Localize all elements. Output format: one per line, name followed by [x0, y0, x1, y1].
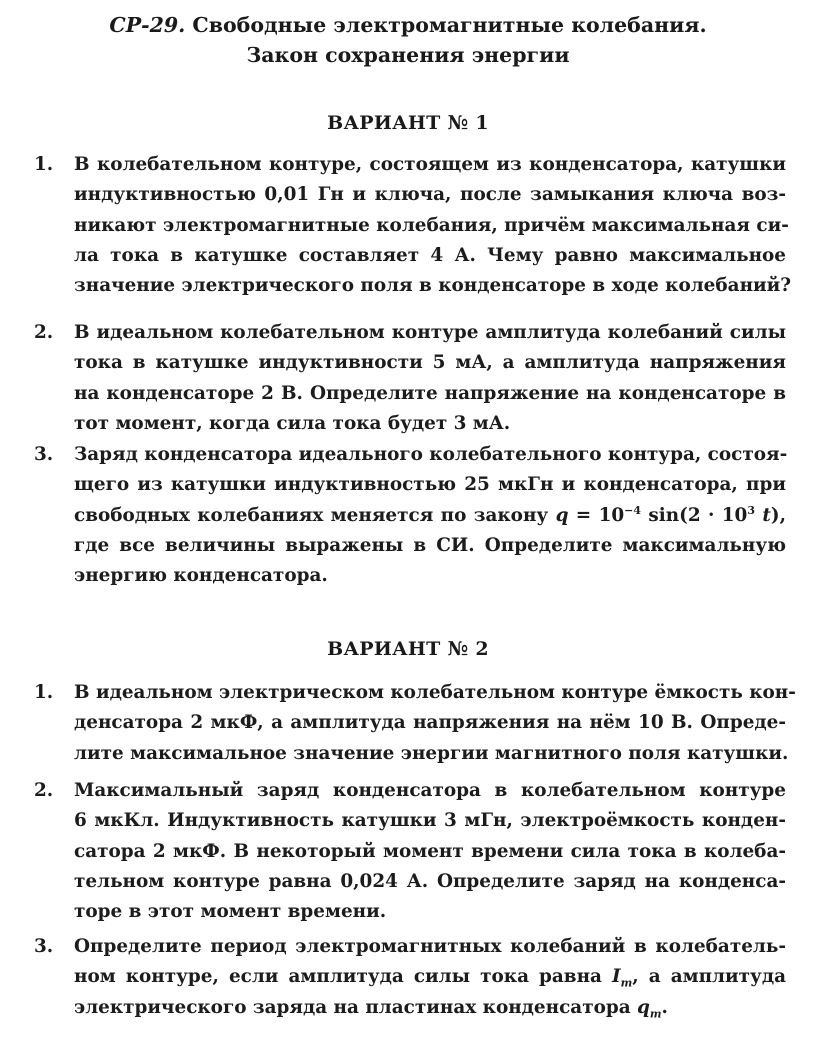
- variant-1-problem-1: [34, 150, 792, 301]
- problem-text: [74, 440, 786, 591]
- problem-line: торе в этот момент времени.: [74, 901, 387, 923]
- problem-text: [74, 150, 792, 301]
- problem-line: никают электромагнитные колебания, причём максимальная си-: [74, 214, 789, 236]
- formula-sin-part: sin(2 · 10: [641, 504, 748, 526]
- problem-line: 6 мкКл. Индуктивность катушки 3 мГн, электроёмкость конден-: [74, 810, 786, 832]
- current-lead-text: ном контуре, если амплитуда силы тока равна: [74, 966, 602, 988]
- problem-line: энергию конденсатора.: [74, 565, 328, 587]
- problem-line: Заряд конденсатора идеального колебательного контура, состоя-: [74, 444, 788, 465]
- problem-line: тока в катушке индуктивности 5 мА, а амплитуда напряжения: [74, 352, 786, 374]
- charge-amplitude-subscript: m: [649, 1007, 662, 1021]
- charge-trail-text: .: [661, 996, 668, 1018]
- problem-line: денсатора 2 мкФ, а амплитуда напряжения на нём 10 В. Опреде-: [74, 712, 786, 734]
- variant-2-heading: ВАРИАНТ № 2: [327, 638, 489, 660]
- formula-close: ),: [770, 504, 786, 526]
- problem-line: лите максимальное значение энергии магнитного поля катушки.: [74, 742, 789, 764]
- formula-equals-ten: = 10: [568, 504, 625, 526]
- formula-lead-text: свободных колебаниях меняется по закону: [74, 504, 549, 526]
- variant-1-problem-2: [34, 318, 786, 439]
- problem-line: Максимальный заряд конденсатора в колебательном контуре: [74, 780, 786, 801]
- problem-line: В идеальном колебательном контуре амплитуда колебаний силы: [74, 322, 786, 343]
- page-title-line-1: [0, 10, 816, 40]
- problem-number: 2.: [34, 780, 54, 801]
- current-amplitude-subscript: m: [620, 976, 633, 990]
- variant-1-heading: ВАРИАНТ № 1: [327, 112, 489, 134]
- current-trail-text: , а амплитуда: [632, 966, 786, 988]
- worksheet-code: СР-29.: [109, 13, 186, 37]
- formula-variable-t: t: [762, 504, 771, 526]
- problem-number: 1.: [34, 682, 54, 703]
- problem-line: индуктивностью 0,01 Гн и ключа, после замыкания ключа воз-: [74, 184, 786, 206]
- problem-line: на конденсаторе 2 В. Определите напряжение на конденсаторе в: [74, 382, 786, 404]
- problem-number: 3.: [34, 936, 54, 957]
- problem-line: В идеальном электрическом колебательном контуре ёмкость кон-: [74, 682, 796, 703]
- problem-line: тельном контуре равна 0,024 А. Определите заряд на конденса-: [74, 870, 786, 892]
- problem-line: Определите период электромагнитных колебаний в колебатель-: [74, 936, 786, 957]
- charge-amplitude-symbol: q: [637, 996, 650, 1018]
- problem-line-with-formula: [74, 993, 786, 1023]
- charge-lead-text: электрического заряда на пластинах конденсатора: [74, 996, 631, 1018]
- problem-text: [74, 678, 796, 769]
- problem-number: 3.: [34, 444, 54, 465]
- problem-line-with-formula: [74, 501, 786, 531]
- current-amplitude-symbol: I: [612, 966, 621, 988]
- formula-exponent-2: 3: [747, 503, 756, 517]
- variant-2-problem-3: [34, 932, 786, 1023]
- title-text-1: Свободные электромагнитные колебания.: [192, 13, 707, 37]
- problem-text: [74, 318, 786, 439]
- problem-line: сатора 2 мкФ. В некоторый момент времени сила тока в колеба-: [74, 840, 786, 862]
- variant-1-problem-3: [34, 440, 786, 591]
- variant-2-problem-1: [34, 678, 796, 769]
- problem-line: значение электрического поля в конденсаторе в ходе колебаний?: [74, 275, 792, 297]
- problem-number: 1.: [34, 154, 54, 175]
- problem-text: [74, 776, 786, 927]
- charge-formula: [556, 505, 786, 526]
- problem-line: В колебательном контуре, состоящем из конденсатора, катушки: [74, 154, 786, 175]
- problem-line: где все величины выражены в СИ. Определите максимальную: [74, 534, 786, 556]
- problem-line: щего из катушки индуктивностью 25 мкГн и конденсатора, при: [74, 474, 786, 496]
- problem-line-with-formula: [74, 962, 786, 992]
- problem-text: [74, 932, 786, 1023]
- problem-line: тот момент, когда сила тока будет 3 мА.: [74, 412, 511, 434]
- formula-variable-q: q: [555, 504, 569, 526]
- formula-exponent-1: −4: [624, 503, 642, 517]
- problem-line: ла тока в катушке составляет 4 А. Чему равно максимальное: [74, 244, 786, 266]
- variant-2-problem-2: [34, 776, 786, 927]
- page-title-line-2: Закон сохранения энергии: [246, 43, 570, 67]
- problem-number: 2.: [34, 322, 54, 343]
